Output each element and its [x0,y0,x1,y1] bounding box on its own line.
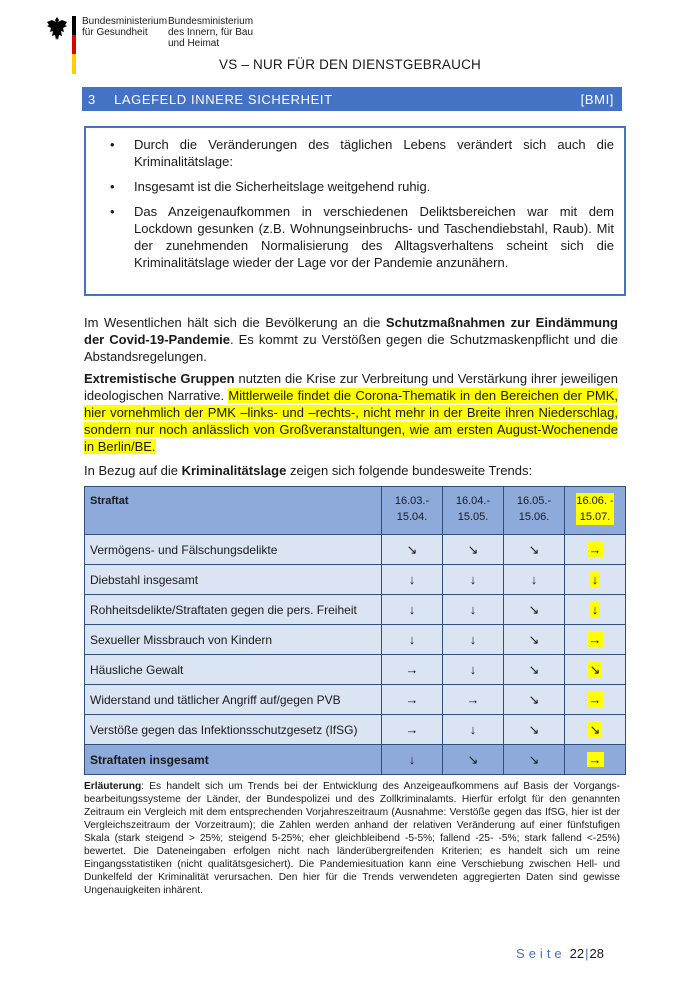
trend-arrow: ↓ [382,565,443,595]
trend-arrow-current: → [565,685,626,715]
summary-item: • Durch die Veränderungen des täglichen Lebens verändert sich auch die Kriminalitätslage: [102,136,614,170]
column-header-period: 16.03.- 15.04. [382,487,443,535]
crime-trends-table [84,486,626,775]
trend-arrow: ↓ [443,595,504,625]
section-heading [82,87,622,111]
trend-arrow: ↓ [443,655,504,685]
trend-arrow: ↓ [443,565,504,595]
table-row: Verstöße gegen das Infektionsschutzgesetz (IfSG) → ↓ ↘ ↘ [85,715,626,745]
trend-arrow: → [382,685,443,715]
trend-arrow: ↘ [443,745,504,775]
highlighted-text: Mittlerweile findet die Corona-Thematik in den Bereichen der PMK, hier vornehmlich der PMK –links- und –rechts-, nicht mehr in der Breite ihren Niederschlag, sondern nur noch anlässlich von Großveranstaltungen, wie am ersten August-Wochenende in Berlin/BE. [84,388,619,454]
table-row: Rohheitsdelikte/Straftaten gegen die pers. Freiheit ↓ ↓ ↘ ↓ [85,595,626,625]
trend-arrow: ↓ [504,565,565,595]
trend-arrow: ↘ [382,535,443,565]
trend-arrow-current: → [565,535,626,565]
trend-arrow-current: → [565,625,626,655]
section-tag: [BMI] [580,91,614,107]
trend-arrow: ↓ [382,745,443,775]
table-row: Sexueller Missbrauch von Kindern ↓ ↓ ↘ → [85,625,626,655]
classification-label: VS – NUR FÜR DEN DIENSTGEBRAUCH [219,57,481,72]
trend-arrow: ↘ [504,655,565,685]
summary-box [84,126,626,296]
summary-item: • Das Anzeigenaufkommen in verschiedenen Deliktsbereichen war mit dem Lockdown gesunken (z.B. Wohnungseinbruchs- und Taschendiebstahl, Raub). Mit der zunehmenden Normalisierung des Alltagsverhaltens scheint sich die Kriminalitätslage wieder der Lage vor der Pandemie anzunähern. [102,203,614,271]
trend-arrow-current: → [565,745,626,775]
column-header-offense: Straftat [85,487,382,535]
table-row: Widerstand und tätlicher Angriff auf/gegen PVB → → ↘ → [85,685,626,715]
trend-arrow: → [443,685,504,715]
trend-arrow: ↓ [443,715,504,745]
trend-arrow: ↓ [443,625,504,655]
trend-arrow: → [382,655,443,685]
paragraph-crime-trends-intro: In Bezug auf die Kriminalitätslage zeigen sich folgende bundesweite Trends: [84,463,533,478]
table-row: Diebstahl insgesamt ↓ ↓ ↓ ↓ [85,565,626,595]
page-number: Seite 22|28 [516,946,604,961]
section-title: LAGEFELD INNERE SICHERHEIT [114,91,333,107]
trend-arrow: ↘ [443,535,504,565]
summary-item: • Insgesamt ist die Sicherheitslage weitgehend ruhig. [102,178,614,195]
ministry-interior-name: Bundesministerium des Innern, für Bau und Heimat [168,16,254,49]
trend-arrow: ↘ [504,745,565,775]
table-header-row [85,487,626,535]
trend-arrow: → [382,715,443,745]
column-header-period-current: 16.06. - 15.07. [565,487,626,535]
paragraph-extremist-groups: Extremistische Gruppen nutzten die Krise zur Verbreitung und Verstärkung ihrer jeweiligen ideologischen Narrative. Mittlerweile findet die Corona-Thematik in den Bereichen der PMK, hier vornehmlich der PMK –links- und –rechts-, nicht mehr in der Breite ihren Niederschlag, sondern nur noch anlässlich von Großveranstaltungen, wie am ersten August-Wochenende in Berlin/BE. [84,371,619,454]
trend-arrow: ↘ [504,595,565,625]
trend-arrow: ↘ [504,625,565,655]
trend-arrow-current: ↘ [565,715,626,745]
table-row: Häusliche Gewalt → ↓ ↘ ↘ [85,655,626,685]
section-number: 3 [88,91,96,107]
trend-arrow-current: ↓ [565,595,626,625]
federal-eagle-logo [46,16,68,42]
trend-arrow: ↘ [504,535,565,565]
trend-arrow: ↓ [382,625,443,655]
table-row: Vermögens- und Fälschungsdelikte ↘ ↘ ↘ → [85,535,626,565]
column-header-period: 16.05.- 15.06. [504,487,565,535]
trend-arrow-current: ↘ [565,655,626,685]
trend-arrow: ↓ [382,595,443,625]
ministry-health-name: Bundesministerium für Gesundheit [82,16,168,38]
summary-list [102,136,614,271]
trend-arrow: ↘ [504,685,565,715]
table-row-total: Straftaten insgesamt ↓ ↘ ↘ → [85,745,626,775]
paragraph-protection-measures: Im Wesentlichen hält sich die Bevölkerung an die Schutzmaßnahmen zur Eindämmung der Covid-19-Pandemie. Es kommt zu Verstößen gegen die Schutzmaskenpflicht und die Abstandsregelungen. [84,315,618,364]
column-header-period: 16.04.- 15.05. [443,487,504,535]
trend-arrow: ↘ [504,715,565,745]
trend-arrow-current: ↓ [565,565,626,595]
explanation-note: Erläuterung: Es handelt sich um Trends bei der Entwicklung des Anzeigeaufkommens auf Basis der Vorgangs-bearbeitungssysteme der Länder, der Bundespolizei und des Zollkriminalamts. Hierfür erfolgt für den genannten Zeitraum ein Vergleich mit dem entsprechenden Vorjahreszeitraum (Ausnahme: Verstöße gegen das IfSG, hier ist der Vergleichszeitraum der Vorzeitraum); die Zahlen werden anhand der relativen Veränderung auf einer fünfstufigen Skala (stark steigend > 25%; steigend 5-25%; eher gleichbleibend -5-5%; fallend -25- -5%; stark fallend <-25%) bewertet. Die Dateneingaben erfolgen nicht nach länderübergreifenden Kriterien; es handelt sich um reine Eingangsstatistiken (nicht qualitätsgesichert). Die Pandemiesituation kann eine Verschiebung zwischen Hell- und Dunkelfeld der Kriminalität verursachen. Den hier für die Trends verwendeten aggregierten Daten sind gewisse Ungenauigkeiten inhärent. [84,781,620,896]
